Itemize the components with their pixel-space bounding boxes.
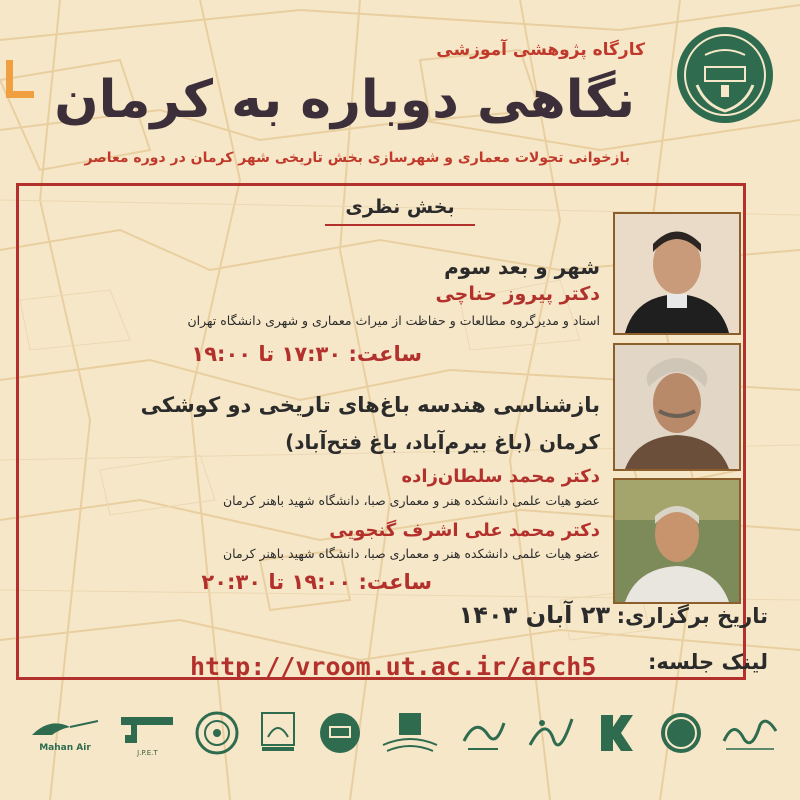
- ut-round-icon: [659, 711, 703, 755]
- jpet-caption: J.P.E.T: [137, 749, 158, 757]
- event-overline: کارگاه پژوهشی آموزشی: [436, 40, 645, 60]
- talk1-speaker-name: دکتر پیروز حناچی: [435, 283, 600, 305]
- talk2-title-line2: کرمان (باغ بیرم‌آباد، باغ فتح‌آباد): [285, 430, 600, 454]
- calligraphy-1-icon: [458, 711, 508, 755]
- link-label: لینک جلسه:: [647, 650, 768, 674]
- university-small-icon: [318, 711, 362, 755]
- sponsor-logo-ministry: [256, 709, 300, 757]
- seal-icon: [195, 711, 239, 755]
- date-label: تاریخ برگزاری:: [616, 604, 768, 628]
- talk2-speaker1-name: دکتر محمد سلطان‌زاده: [401, 466, 600, 487]
- sponsor-logo-kerman: [593, 711, 641, 755]
- section-label-underline: [325, 222, 475, 228]
- sponsor-logo-ut-round: [659, 711, 703, 755]
- sponsor-logo-university-small: [318, 711, 362, 755]
- heritage-icon: [379, 711, 441, 755]
- talk2-title-line1: بازشناسی هندسه باغ‌های تاریخی دو کوشکی: [140, 393, 600, 417]
- session-link[interactable]: http://vroom.ut.ac.ir/arch5: [190, 652, 597, 681]
- date-value: ۲۳ آبان ۱۴۰۳: [458, 601, 610, 629]
- mahan-air-caption: Mahan Air: [39, 743, 91, 753]
- ministry-icon: [256, 709, 300, 757]
- speaker-photo-soltanzadeh: [613, 343, 741, 471]
- talk2-speaker2-name: دکتر محمد علی اشرف گنجویی: [329, 520, 600, 541]
- sponsor-logo-script: [720, 711, 780, 755]
- event-tagline: بازخوانی تحولات معماری و شهرسازی بخش تاریخی شهر کرمان در دوره معاصر: [84, 150, 630, 166]
- sponsor-logos: [30, 700, 780, 766]
- talk1-speaker-bio: استاد و مدیرگروه مطالعات و حفاظت از میراث معماری و شهری دانشگاه تهران: [187, 313, 600, 328]
- sponsor-logo-mahan-air: [30, 713, 100, 753]
- talk2-time: ساعت: ۱۹:۰۰ تا ۲۰:۳۰: [201, 570, 432, 594]
- calligraphy-2-icon: [526, 711, 576, 755]
- jpet-icon: [117, 709, 177, 749]
- corner-ornament: [6, 60, 34, 98]
- sponsor-logo-calligraphy-2: [526, 711, 576, 755]
- talk1-title: شهر و بعد سوم: [444, 255, 600, 279]
- mahan-air-icon: [30, 713, 100, 743]
- university-logo-icon: [675, 25, 775, 125]
- sponsor-logo-calligraphy-1: [458, 711, 508, 755]
- sponsor-logo-heritage: [379, 711, 441, 755]
- section-label: بخش نظری: [345, 196, 455, 218]
- sponsor-logo-jpet: [117, 709, 177, 757]
- talk1-time: ساعت: ۱۷:۳۰ تا ۱۹:۰۰: [191, 342, 422, 366]
- talk2-speaker1-bio: عضو هیات علمی دانشکده هنر و معماری صبا، دانشگاه شهید باهنر کرمان: [222, 493, 600, 508]
- page-title: نگاهی دوباره به کرمان: [54, 70, 635, 130]
- speaker-photo-ganjouyi: [613, 478, 741, 604]
- speaker-photo-hanachi: [613, 212, 741, 335]
- sponsor-logo-seal: [195, 711, 239, 755]
- kerman-icon: [593, 711, 641, 755]
- script-icon: [720, 711, 780, 755]
- talk2-speaker2-bio: عضو هیات علمی دانشکده هنر و معماری صبا، دانشگاه شهید باهنر کرمان: [222, 546, 600, 561]
